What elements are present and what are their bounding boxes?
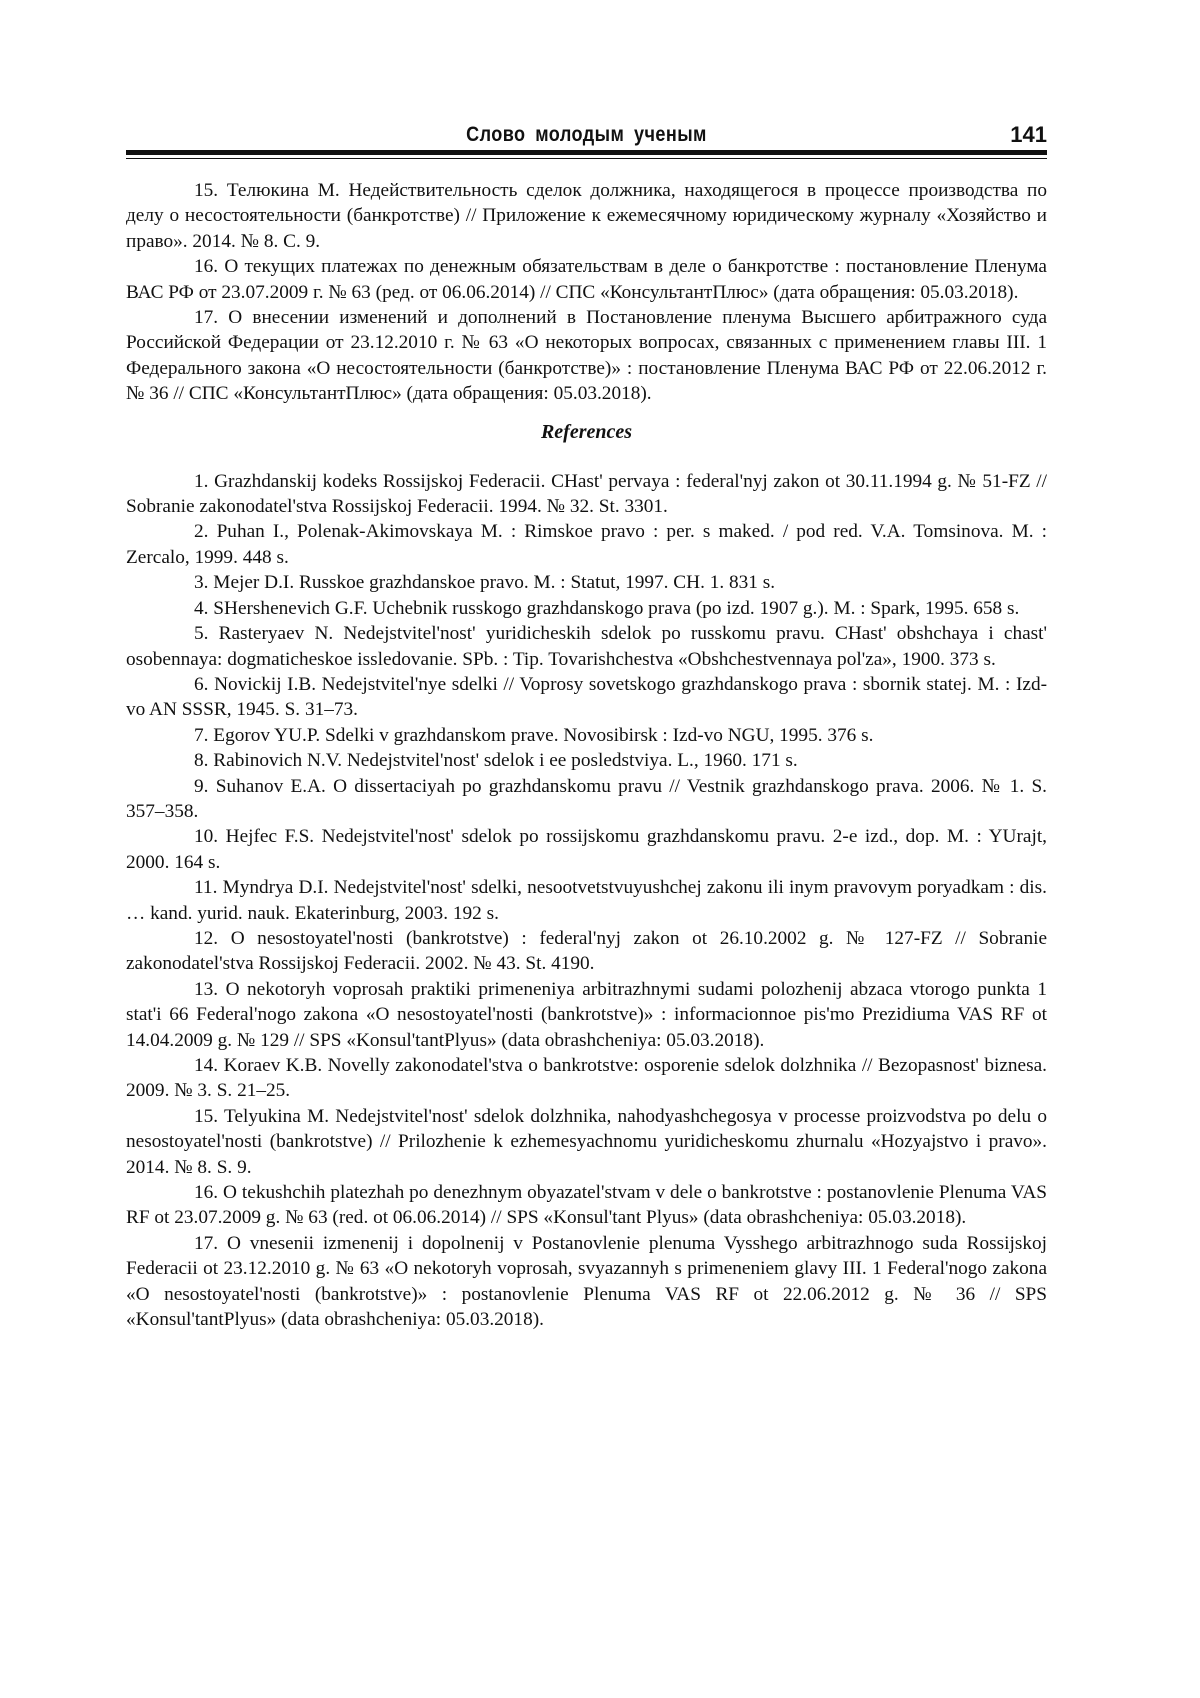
reference-text: O vnesenii izmenenij i dopolnenij v Postanovlenie plenuma Vysshego arbitrazhnogo suda Rossijskoj Federacii ot 23.12.2010 g. № 63 «O nekotoryh voprosah, svyazannyh s primeneniem glavy III. 1 Federal'nogo zakona «O nesostoyatel'nosti (bankrotstve)» : postanovlenie Plenuma VAS RF ot 22.06.2012 g. № 36 // SPS «Konsul'tantPlyus» (data obrashcheniya: 05.03.2018). bbox=[126, 1232, 1047, 1331]
reference-number: 13. bbox=[194, 978, 219, 1000]
reference-entry bbox=[126, 570, 1047, 595]
reference-entry bbox=[126, 824, 1047, 875]
reference-text: Suhanov E.A. O dissertaciyah po grazhdanskomu pravu // Vestnik grazhdanskogo prava. 2006. № 1. S. 357–358. bbox=[126, 775, 1047, 822]
reference-text: О текущих платежах по денежным обязательствам в деле о банкротстве : постановление Пленума ВАС РФ от 23.07.2009 г. № 63 (ред. от 06.06.2014) // СПС «КонсультантПлюс» (дата обращения: 05.03.2018). bbox=[126, 256, 1047, 303]
reference-entry bbox=[126, 305, 1047, 407]
reference-entry bbox=[126, 977, 1047, 1053]
reference-text: O nekotoryh voprosah praktiki primeneniya arbitrazhnymi sudami polozhenij abzaca vtorogo punkta 1 stat'i 66 Federal'nogo zakona «O nesostoyatel'nosti (bankrotstve)» : informacionnoe pis'mo Prezidiuma VAS RF ot 14.04.2009 g. № 129 // SPS «Konsul'tantPlyus» (data obrashcheniya: 05.03.2018). bbox=[126, 978, 1047, 1051]
reference-entry bbox=[126, 621, 1047, 672]
reference-text: Koraev K.B. Novelly zakonodatel'stva o bankrotstve: osporenie sdelok dolzhnika // Bezopasnost' biznesa. 2009. № 3. S. 21–25. bbox=[126, 1055, 1047, 1102]
reference-number: 17. bbox=[194, 307, 219, 329]
reference-text: Egorov YU.P. Sdelki v grazhdanskom prave. Novosibirsk : Izd-vo NGU, 1995. 376 s. bbox=[213, 724, 874, 746]
reference-number: 16. bbox=[194, 1182, 219, 1204]
reference-entry bbox=[126, 1104, 1047, 1180]
reference-entry bbox=[126, 774, 1047, 825]
reference-entry bbox=[126, 875, 1047, 926]
reference-entry bbox=[126, 926, 1047, 977]
reference-entry bbox=[126, 178, 1047, 254]
reference-text: SHershenevich G.F. Uchebnik russkogo grazhdanskogo prava (po izd. 1907 g.). M. : Spark, 1995. 658 s. bbox=[213, 597, 1020, 619]
page-content bbox=[126, 178, 1047, 1332]
reference-number: 5. bbox=[194, 623, 209, 645]
russian-reference-list bbox=[126, 178, 1047, 407]
reference-entry bbox=[126, 1180, 1047, 1231]
reference-text: Telyukina M. Nedejstvitel'nost' sdelok dolzhnika, nahodyashchegosya v processe proizvodstva po delu o nesostoyatel'nosti (bankrotstve) // Prilozhenie k ezhemesyachnomu yuridicheskomu zhurnalu «Hozyajstvo i pravo». 2014. № 8. S. 9. bbox=[126, 1105, 1047, 1178]
page-number: 141 bbox=[1010, 122, 1047, 147]
reference-number: 1. bbox=[194, 470, 209, 492]
reference-number: 8. bbox=[194, 750, 209, 772]
reference-number: 11. bbox=[194, 877, 218, 899]
reference-text: Hejfec F.S. Nedejstvitel'nost' sdelok po rossijskomu grazhdanskomu pravu. 2-e izd., dop. M. : YUrajt, 2000. 164 s. bbox=[126, 826, 1047, 873]
reference-entry bbox=[126, 469, 1047, 520]
reference-text: Puhan I., Polenak-Akimovskaya M. : Rimskoe pravo : per. s maked. / pod red. V.A. Tomsinova. M. : Zercalo, 1999. 448 s. bbox=[126, 521, 1048, 568]
section-title: Слово молодым ученым bbox=[466, 123, 707, 146]
reference-number: 9. bbox=[194, 775, 209, 797]
reference-entry bbox=[126, 723, 1047, 748]
reference-number: 15. bbox=[194, 180, 219, 201]
reference-number: 6. bbox=[194, 673, 209, 695]
reference-number: 2. bbox=[194, 521, 209, 543]
reference-entry bbox=[126, 1231, 1047, 1333]
reference-text: O tekushchih platezhah po denezhnym obyazatel'stvam v dele o bankrotstve : postanovlenie Plenuma VAS RF ot 23.07.2009 g. № 63 (red. ot 06.06.2014) // SPS «Konsul'tant Plyus» (data obrashcheniya: 05.03.2018). bbox=[126, 1182, 1047, 1229]
header-rule-thick bbox=[126, 150, 1047, 155]
transliterated-reference-list bbox=[126, 469, 1047, 1333]
references-heading: References bbox=[540, 420, 633, 443]
reference-entry bbox=[126, 748, 1047, 773]
reference-number: 15. bbox=[194, 1105, 219, 1127]
reference-number: 7. bbox=[194, 724, 209, 746]
reference-text: О внесении изменений и дополнений в Постановление пленума Высшего арбитражного суда Российской Федерации от 23.12.2010 г. № 63 «О некоторых вопросах, связанных с применением главы III. 1 Федерального закона «О несостоятельности (банкротстве)» : постановление Пленума ВАС РФ от 22.06.2012 г. № 36 // СПС «КонсультантПлюс» (дата обращения: 05.03.2018). bbox=[126, 307, 1048, 405]
reference-text: Grazhdanskij kodeks Rossijskoj Federacii. CHast' pervaya : federal'nyj zakon ot 30.11.1994 g. № 51-FZ // Sobranie zakonodatel'stva Rossijskoj Federacii. 1994. № 32. St. 3301. bbox=[126, 470, 1047, 518]
reference-number: 4. bbox=[194, 597, 209, 619]
running-header bbox=[126, 122, 1047, 148]
reference-entry bbox=[126, 596, 1047, 621]
reference-entry bbox=[126, 672, 1047, 723]
reference-number: 14. bbox=[194, 1055, 219, 1076]
reference-text: O nesostoyatel'nosti (bankrotstve) : federal'nyj zakon ot 26.10.2002 g. № 127-FZ // Sobranie zakonodatel'stva Rossijskoj Federacii. 2002. № 43. St. 4190. bbox=[126, 927, 1047, 975]
header-rule-thin bbox=[126, 158, 1047, 159]
reference-number: 3. bbox=[194, 572, 209, 594]
reference-number: 10. bbox=[194, 826, 219, 848]
reference-text: Mejer D.I. Russkoe grazhdanskoe pravo. M. : Statut, 1997. CH. 1. 831 s. bbox=[213, 572, 776, 594]
reference-number: 16. bbox=[194, 256, 219, 278]
reference-entry bbox=[126, 1053, 1047, 1104]
reference-text: Rasteryaev N. Nedejstvitel'nost' yuridicheskih sdelok po russkomu pravu. CHast' obshchaya i chast' osobennaya: dogmaticheskoe issledovanie. SPb. : Tip. Tovarishchestva «Obshchestvennaya pol'za», 1900. 373 s. bbox=[126, 623, 1047, 670]
reference-entry bbox=[126, 254, 1047, 305]
reference-text: Rabinovich N.V. Nedejstvitel'nost' sdelok i ee posledstviya. L., 1960. 171 s. bbox=[213, 750, 798, 772]
reference-text: Myndrya D.I. Nedejstvitel'nost' sdelki, nesootvetstvuyushchej zakonu ili inym pravovym poryadkam : dis. … kand. yurid. nauk. Ekaterinburg, 2003. 192 s. bbox=[126, 877, 1047, 924]
reference-text: Novickij I.B. Nedejstvitel'nye sdelki // Voprosy sovetskogo grazhdanskogo prava : sbornik statej. M. : Izd-vo AN SSSR, 1945. S. 31–73. bbox=[126, 673, 1048, 721]
reference-entry bbox=[126, 519, 1047, 570]
reference-text: Телюкина М. Недействительность сделок должника, находящегося в процессе производства по делу о несостоятельности (банкротстве) // Приложение к ежемесячному юридическому журналу «Хозяйство и право». 2014. № 8. С. 9. bbox=[126, 180, 1047, 252]
reference-number: 17. bbox=[194, 1232, 219, 1254]
reference-number: 12. bbox=[194, 927, 219, 949]
